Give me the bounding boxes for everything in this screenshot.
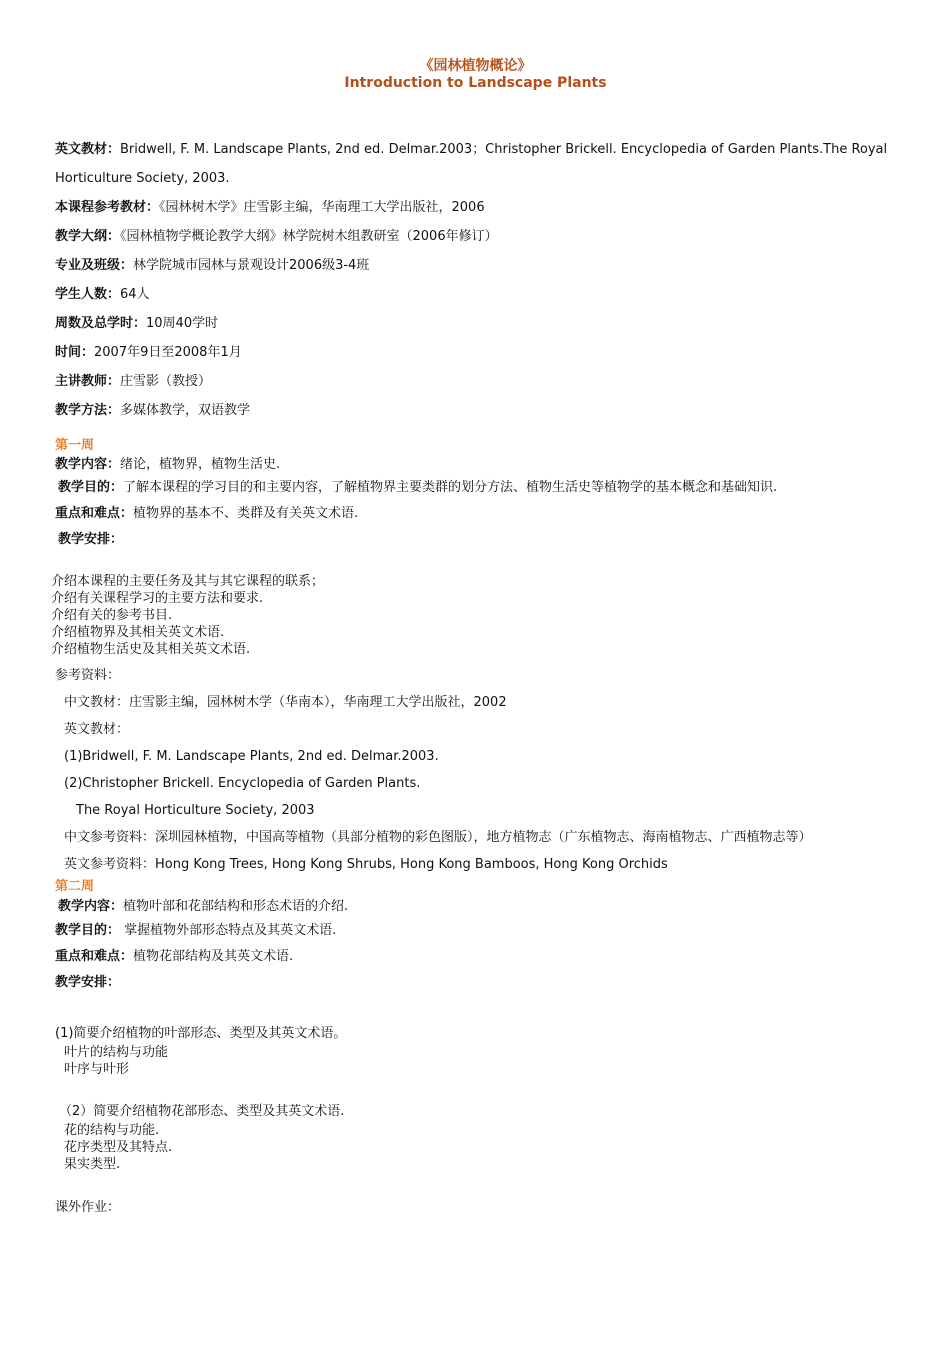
meta-teaching-method (55, 396, 905, 425)
week-2-key-points (55, 944, 905, 970)
ref-en-textbook-label: 英文教材： (64, 722, 130, 737)
ref-cn-textbook: 中文教材：庄雪影主编，园林树木学（华南本），华南理工大学出版社，2002 (64, 695, 507, 710)
document-body (51, 135, 905, 1216)
week-2-content (55, 896, 905, 918)
homework-label: 课外作业： (55, 1200, 121, 1215)
meta-label: 主讲教师： (55, 374, 121, 389)
meta-english-textbook (55, 135, 905, 193)
list-item: 介绍植物生活史及其相关英文术语. (51, 642, 251, 657)
meta-value: 《园林树木学》庄雪影主编，华南理工大学出版社，2006 (159, 200, 485, 215)
meta-label: 教学大纲： (55, 229, 121, 244)
meta-value: Bridwell, F. M. Landscape Plants, 2nd ed. Delmar.2003；Christopher Brickell. Encyclopedia of Garden Plants.The Royal Horticulture Society, 2003. (55, 142, 888, 186)
meta-label: 周数及总学时： (55, 316, 147, 331)
content-value: 植物叶部和花部结构和形态术语的介绍. (123, 899, 349, 914)
list-item: 介绍有关课程学习的主要方法和要求. (51, 591, 264, 606)
goal-label: 教学目的： (58, 480, 124, 495)
key-value: 植物花部结构及其英文术语. (133, 949, 294, 964)
key-label: 重点和难点： (55, 949, 134, 964)
meta-weeks-hours (55, 309, 905, 338)
list-item: 叶序与叶形 (64, 1062, 130, 1077)
content-label: 教学内容： (55, 457, 121, 472)
document-title (0, 58, 951, 92)
content-label: 教学内容： (58, 899, 124, 914)
list-item: 介绍本课程的主要任务及其与其它课程的联系； (51, 574, 325, 589)
meta-value: 林学院城市园林与景观设计2006级3-4班 (133, 258, 370, 273)
week-2-goal (55, 918, 905, 944)
meta-reference-textbook (55, 193, 905, 222)
meta-label: 专业及班级： (55, 258, 134, 273)
section-2-title: （2）简要介绍植物花部形态、类型及其英文术语. (59, 1104, 345, 1119)
week-2-section (55, 878, 905, 1216)
meta-label: 时间： (55, 345, 95, 360)
arrange-label: 教学安排： (58, 532, 124, 547)
title-chinese: 《园林植物概论》 (419, 58, 532, 74)
meta-student-count (55, 280, 905, 309)
list-item: 果实类型. (64, 1157, 121, 1172)
meta-value: 多媒体教学，双语教学 (120, 403, 251, 418)
week-1-references (55, 662, 905, 878)
meta-label: 本课程参考教材： (55, 200, 160, 215)
meta-label: 教学方法： (55, 403, 121, 418)
week-1-key-points (55, 501, 905, 527)
references-label: 参考资料： (55, 668, 121, 683)
meta-time (55, 338, 905, 367)
week-2-heading: 第二周 (55, 879, 95, 894)
list-item: 介绍植物界及其相关英文术语. (51, 625, 225, 640)
meta-syllabus (55, 222, 905, 251)
list-item: 介绍有关的参考书目. (51, 608, 173, 623)
goal-value: 了解本课程的学习目的和主要内容，了解植物界主要类群的划分方法、植物生活史等植物学的基本概念和基础知识. (123, 480, 778, 495)
meta-value: 《园林植物学概论教学大纲》林学院树木组教研室（2006年修订） (120, 229, 498, 244)
week-2-arrangement (55, 1024, 905, 1216)
meta-value: 64人 (120, 287, 150, 302)
course-meta (55, 135, 905, 425)
meta-label: 学生人数： (55, 287, 121, 302)
week-2-arrangement-label (55, 970, 905, 996)
key-label: 重点和难点： (55, 506, 134, 521)
ref-en-textbook-2: (2)Christopher Brickell. Encyclopedia of Garden Plants. (64, 776, 421, 791)
week-1-arrangement-list (51, 573, 905, 658)
week-1-section (51, 437, 905, 878)
goal-label: 教学目的： (55, 923, 121, 938)
list-item: 花的结构与功能. (64, 1123, 160, 1138)
meta-value: 10周40学时 (146, 316, 219, 331)
week-1-goal (55, 475, 905, 501)
meta-value: 庄雪影（教授） (120, 374, 212, 389)
content-value: 绪论，植物界，植物生活史. (120, 457, 281, 472)
arrange-label: 教学安排： (55, 975, 121, 990)
section-1-title: (1)简要介绍植物的叶部形态、类型及其英文术语。 (55, 1026, 347, 1041)
ref-en-textbook-1: (1)Bridwell, F. M. Landscape Plants, 2nd ed. Delmar.2003. (64, 749, 439, 764)
ref-en-reference: 英文参考资料：Hong Kong Trees, Hong Kong Shrubs, Hong Kong Bamboos, Hong Kong Orchids (64, 857, 668, 872)
list-item: 花序类型及其特点. (64, 1140, 173, 1155)
meta-instructor (55, 367, 905, 396)
meta-label: 英文教材： (55, 142, 121, 157)
meta-major-class (55, 251, 905, 280)
week-1-arrangement-label (55, 527, 905, 553)
week-1-content (55, 455, 905, 475)
week-1-heading: 第一周 (55, 438, 95, 453)
goal-value: 掌握植物外部形态特点及其英文术语. (120, 923, 337, 938)
ref-en-textbook-2-cont: The Royal Horticulture Society, 2003 (76, 803, 315, 818)
list-item: 叶片的结构与功能 (64, 1045, 169, 1060)
key-value: 植物界的基本不、类群及有关英文术语. (133, 506, 359, 521)
title-english: Introduction to Landscape Plants (344, 75, 607, 91)
ref-cn-reference: 中文参考资料：深圳园林植物，中国高等植物（具部分植物的彩色图版），地方植物志（广东植物志、海南植物志、广西植物志等） (64, 830, 812, 845)
meta-value: 2007年9日至2008年1月 (94, 345, 242, 360)
